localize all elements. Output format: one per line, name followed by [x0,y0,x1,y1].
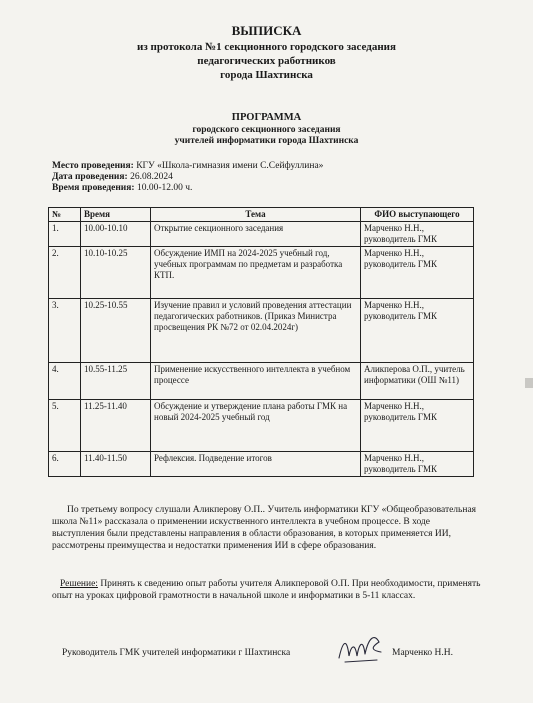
decision-label: Решение: [60,579,98,589]
col-header-time: Время [81,208,151,222]
header-line-1: из протокола №1 секционного городского заседания [137,41,396,53]
table-row [49,452,474,477]
table-row [49,247,474,299]
table-header-row [49,208,474,222]
meta-place [52,161,323,172]
row-time: 10.55-11.25 [81,363,151,400]
row-number: 5. [49,400,81,452]
header-line-3: города Шахтинска [220,69,313,81]
table-row [49,363,474,400]
row-number: 4. [49,363,81,400]
row-topic: Изучение правил и условий проведения аттестации педагогических работников. (Приказ Министра просвещения РК №72 от 02.04.2024г) [151,299,361,363]
program-table [48,207,474,477]
row-speaker: Марченко Н.Н., руководитель ГМК [361,222,474,247]
col-header-speaker: ФИО выступающего [361,208,474,222]
handwritten-signature-icon [335,632,385,666]
page-edge-mark [525,378,533,388]
row-time: 10.00-10.10 [81,222,151,247]
row-number: 2. [49,247,81,299]
row-speaker: Марченко Н.Н., руководитель ГМК [361,452,474,477]
row-topic: Обсуждение и утверждение плана работы ГМК на новый 2024-2025 учебный год [151,400,361,452]
header-line-2: педагогических работников [197,55,336,67]
meta-time-label: Время проведения: [52,183,135,193]
row-time: 11.40-11.50 [81,452,151,477]
meta-date-value: 26.08.2024 [130,172,173,182]
program-line-1: городского секционного заседания [192,125,341,135]
body-paragraph: По третьему вопросу слушали Аликперову О.П.. Учитель информатики КГУ «Общеобразовательная школа №11» рассказала о применении искуственного интеллекта в учебном процессе. В ходе выступления были представлены направления в области образования, в которых применяется ИИ, рассмотрены преимущества и недостатки применения ИИ в сфере образования. [52,505,477,551]
row-number: 1. [49,222,81,247]
row-topic: Применение искусственного интеллекта в учебном процессе [151,363,361,400]
row-number: 6. [49,452,81,477]
col-header-topic: Тема [151,208,361,222]
decision-paragraph [52,578,484,602]
meta-date [52,172,173,183]
row-speaker: Марченко Н.Н., руководитель ГМК [361,299,474,363]
table-row [49,400,474,452]
row-number: 3. [49,299,81,363]
decision-text: Принять к сведению опыт работы учителя Аликперовой О.П. При необходимости, применять опыт на уроках цифровой грамотности в начальной школе и информатики в 5-11 классах. [52,579,481,601]
meta-place-value: КГУ «Школа-гимназия имени С.Сейфуллина» [136,161,324,171]
row-time: 10.25-10.55 [81,299,151,363]
row-speaker: Марченко Н.Н., руководитель ГМК [361,247,474,299]
table-row [49,299,474,363]
signature-line [62,648,472,658]
row-topic: Рефлексия. Подведение итогов [151,452,361,477]
signature-role: Руководитель ГМК учителей информатики г Шахтинска [62,648,291,658]
signature-name: Марченко Н.Н. [392,648,453,658]
row-speaker: Аликперова О.П., учитель информатики (ОШ №11) [361,363,474,400]
meta-date-label: Дата проведения: [52,172,128,182]
row-topic: Открытие секционного заседания [151,222,361,247]
program-line-2: учителей информатики города Шахтинска [174,136,359,146]
document-title: ВЫПИСКА [231,23,302,38]
program-title: ПРОГРАММА [231,112,302,123]
col-header-number: № [49,208,81,222]
meta-place-label: Место проведения: [52,161,134,171]
meta-time-value: 10.00-12.00 ч. [136,183,193,193]
row-time: 11.25-11.40 [81,400,151,452]
table-row [49,222,474,247]
row-time: 10.10-10.25 [81,247,151,299]
row-speaker: Марченко Н.Н., руководитель ГМК [361,400,474,452]
row-topic: Обсуждение ИМП на 2024-2025 учебный год, учебных программам по предметам и разработка КТП. [151,247,361,299]
meta-time [52,183,192,194]
